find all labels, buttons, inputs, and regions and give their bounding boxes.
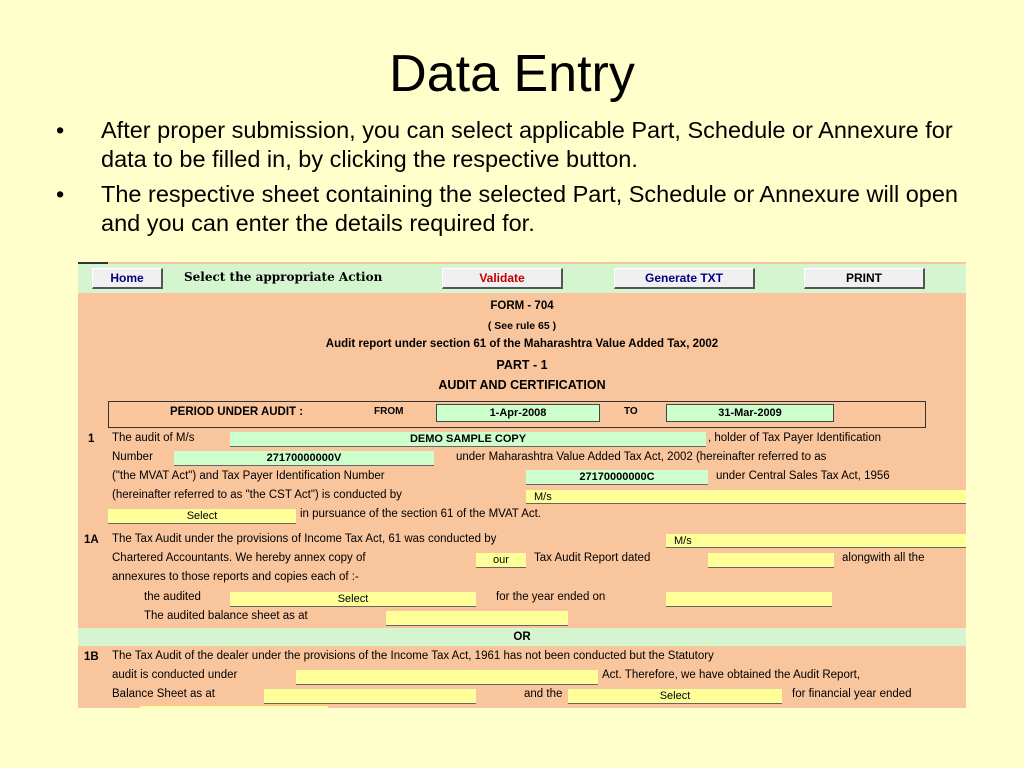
text-line: The Tax Audit under the provisions of Income Tax Act, 61 was conducted by (112, 533, 497, 545)
text-line: (hereinafter referred to as "the CST Act") is conducted by (112, 489, 402, 501)
text-line: and the (524, 688, 563, 700)
section-number: 1A (84, 534, 99, 546)
year-ended-field[interactable] (666, 592, 832, 607)
bullet-marker: • (56, 181, 65, 207)
bullet-marker: • (56, 117, 65, 143)
balance-sheet-date-field[interactable] (386, 611, 568, 626)
bullet-item (56, 180, 986, 238)
auditor-type-select[interactable]: Select (108, 509, 296, 524)
text-line: in pursuance of the section 61 of the MVAT Act. (300, 508, 542, 520)
our-field[interactable]: our (476, 553, 526, 568)
form-screenshot (78, 262, 966, 708)
ca-name-field[interactable]: M/s (666, 534, 966, 548)
bullet-text: After proper submission, you can select applicable Part, Schedule or Annexure for data to be filled in, by clicking the respective button. (101, 117, 953, 172)
text-line: under Maharashtra Value Added Tax Act, 2002 (hereinafter referred to as (456, 451, 827, 463)
form-number: FORM - 704 (490, 300, 554, 312)
text-line: Balance Sheet as at (112, 688, 215, 700)
part-title: PART - 1 (496, 358, 548, 372)
section-number: 1B (84, 651, 99, 663)
bullet-text: The respective sheet containing the selected Part, Schedule or Annexure will open and you can enter the details required for. (101, 181, 958, 236)
cst-tin-field[interactable]: 27170000000C (526, 470, 708, 485)
from-label: FROM (374, 406, 404, 417)
text-line: , holder of Tax Payer Identification (708, 432, 882, 444)
generate-txt-button[interactable]: Generate TXT (614, 268, 755, 289)
bullet-item (56, 116, 986, 174)
text-line: audit is conducted under (112, 669, 238, 681)
validate-button[interactable]: Validate (442, 268, 563, 289)
report-date-field[interactable] (708, 553, 834, 568)
slide-title: Data Entry (389, 45, 635, 103)
financial-year-field[interactable] (140, 706, 328, 708)
form-rule: ( See rule 65 ) (487, 320, 557, 332)
balance-sheet-1b-field[interactable] (264, 689, 476, 704)
toolbar (78, 264, 966, 293)
tin-field[interactable]: 27170000000V (174, 451, 434, 466)
form-subtitle: Audit report under section 61 of the Maharashtra Value Added Tax, 2002 (325, 338, 719, 350)
period-label: PERIOD UNDER AUDIT : (170, 406, 304, 418)
section-number: 1 (88, 433, 95, 445)
select-action-label: Select the appropriate Action (184, 270, 383, 284)
text-line: The audit of M/s (112, 432, 195, 444)
text-line: Chartered Accountants. We hereby annex copy of (112, 552, 366, 564)
statement-select[interactable]: Select (568, 689, 782, 704)
bullet-list (56, 116, 986, 244)
home-button[interactable]: Home (92, 268, 163, 289)
text-line: Tax Audit Report dated (534, 552, 651, 564)
print-button[interactable]: PRINT (804, 268, 925, 289)
text-line: ("the MVAT Act") and Tax Payer Identification Number (112, 470, 385, 482)
dealer-name-field[interactable]: DEMO SAMPLE COPY (230, 432, 706, 447)
text-line: annexures to those reports and copies each of :- (112, 571, 359, 583)
text-line: alongwith all the (842, 552, 925, 564)
text-line: The audited balance sheet as at (144, 610, 308, 622)
from-date-field[interactable]: 1-Apr-2008 (436, 404, 600, 422)
text-line: under Central Sales Tax Act, 1956 (716, 470, 890, 482)
text-line: The Tax Audit of the dealer under the provisions of the Income Tax Act, 1961 has not been conducted but the Statutory (112, 650, 714, 662)
text-line: Number (112, 451, 153, 463)
to-date-field[interactable]: 31-Mar-2009 (666, 404, 834, 422)
text-line: for financial year ended (792, 688, 912, 700)
text-line: Act. Therefore, we have obtained the Audit Report, (602, 669, 861, 681)
audited-select[interactable]: Select (230, 592, 476, 607)
statutory-act-field[interactable] (296, 670, 598, 685)
text-line: for the year ended on (496, 591, 606, 603)
auditor-field[interactable]: M/s (526, 490, 966, 504)
section-heading: AUDIT AND CERTIFICATION (438, 378, 606, 392)
to-label: TO (624, 406, 638, 417)
text-line: the audited (144, 591, 201, 603)
or-divider: OR (78, 628, 966, 646)
